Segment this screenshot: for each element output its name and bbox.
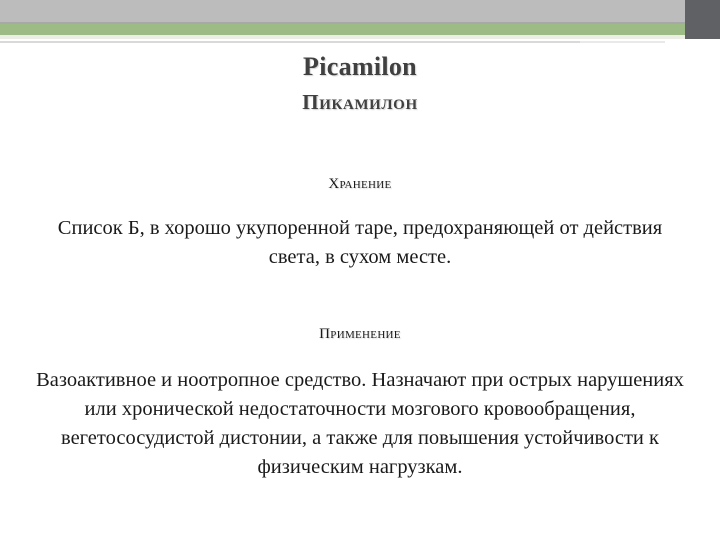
application-heading: Применение bbox=[319, 326, 401, 342]
slide-title-cyrillic: Пикамилон bbox=[302, 90, 418, 114]
header-corner-block bbox=[685, 0, 720, 39]
slide-title-latin: Picamilon bbox=[303, 52, 417, 81]
storage-text: Список Б, в хорошо укупоренной таре, предохраняющей от действия света, в сухом месте. bbox=[57, 217, 663, 268]
storage-heading: Хранение bbox=[328, 176, 392, 192]
header-underline-right bbox=[580, 41, 665, 43]
header-bar-gray bbox=[0, 0, 720, 24]
application-text: Вазоактивное и ноотропное средство. Назначают при острых нарушениях или хронической недостаточности мозгового кровообращения, вегетососудистой дистонии, а также для повышения устойчивости к физическим нагрузкам. bbox=[36, 369, 684, 478]
header-bar-light bbox=[0, 35, 720, 39]
header-underline-left bbox=[0, 41, 580, 43]
header-bar-green bbox=[0, 24, 720, 35]
